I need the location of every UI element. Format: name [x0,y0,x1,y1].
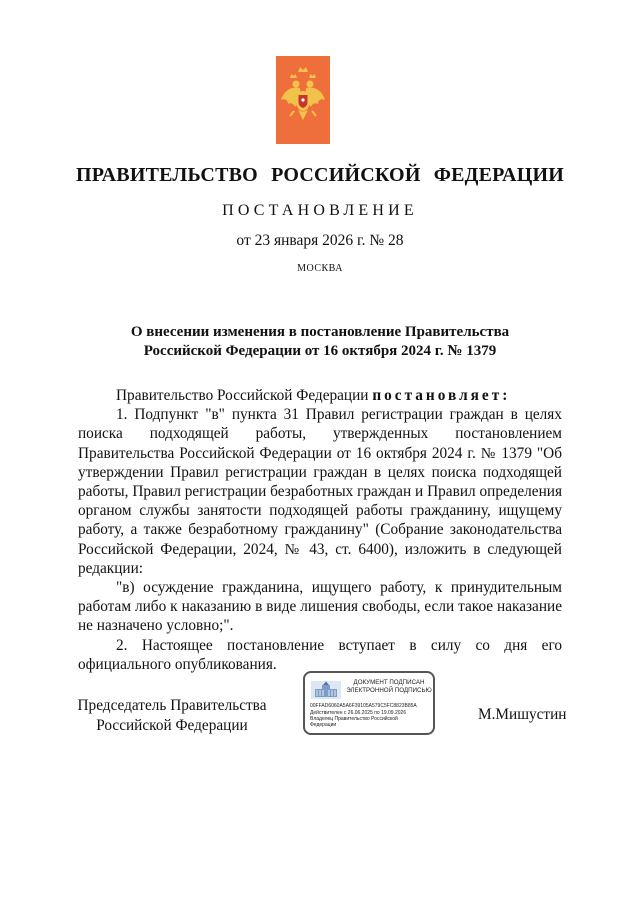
stamp-title [345,679,433,695]
document-city: МОСКВА [297,263,343,274]
document-date-number: от 23 января 2026 г. № 28 [236,232,404,249]
stamp-title-line-2: ЭЛЕКТРОННОЙ ПОДПИСЬЮ [346,687,432,694]
electronic-signature-stamp [303,671,435,735]
document-type: ПОСТАНОВЛЕНИЕ [222,202,418,219]
signatory-position-line-2: Российской Федерации [96,716,248,734]
signatory-position-line-1: Председатель Правительства [77,697,267,714]
document-heading [100,323,540,361]
paragraph-2: 2. Настоящее постановление вступает в силу со дня его официального опубликования. [78,636,562,673]
heading-line-1: О внесении изменения в постановление Правительства [130,324,510,340]
signatory-name: М.Мишустин [478,706,567,723]
stamp-title-line-1: ДОКУМЕНТ ПОДПИСАН [353,679,425,686]
coat-of-arms-emblem [276,56,330,144]
heading-line-2: Российской Федерации от 16 октября 2024 г. № 1379 [143,343,497,359]
signatory-position [74,696,270,735]
intro-resolves: постановляет: [372,387,511,404]
government-name: ПРАВИТЕЛЬСТВО РОССИЙСКОЙ ФЕДЕРАЦИИ [76,164,564,186]
government-building-icon [311,681,341,699]
paragraph-1-quote: "в) осуждение гражданина, ищущего работу, к принудительным работам либо к наказанию в виде лишения свободы, если такое наказание не назначено условно;". [78,579,562,635]
paragraph-1: 1. Подпункт "в" пункта 31 Правил регистрации граждан в целях поиска подходящей работы, утвержденных постановлением Правительства Российской Федерации от 16 октября 2024 г. № 1379 "Об утверждении Правил регистрации граждан в целях поиска подходящей работы, Правил регистрации безработных граждан и Правил определения органом службы занятости подходящей работы гражданину, ищущему работу, а также безработному гражданину" (Собрание законодательства Российской Федерации, 2024, № 43, ст. 6400), изложить в следующей редакции: [78,406,562,577]
stamp-owner-line-2: Федерации [310,722,337,728]
intro-text: Правительство Российской Федерации [116,387,373,404]
stamp-owner-line-1: Владелец Правительство Российской [310,716,398,722]
russian-coat-of-arms-icon [276,56,330,144]
intro-paragraph [78,386,562,405]
stamp-certificate: 00FFAD6060A5A6F39105A579C5FC8823B85A [310,703,417,709]
document-body [78,386,562,674]
stamp-validity: Действителен с 26.06.2025 по 19.09.2026 [310,710,407,716]
